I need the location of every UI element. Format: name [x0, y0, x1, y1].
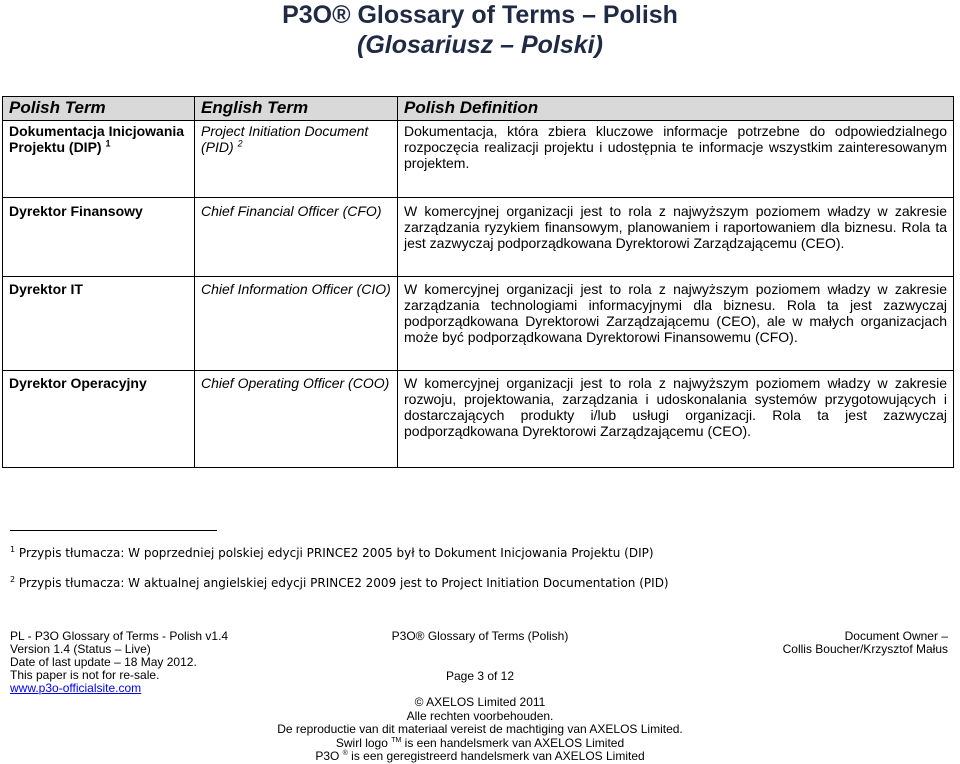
english-term: Chief Financial Officer (CFO): [195, 198, 398, 277]
polish-term: Dyrektor Operacyjny: [3, 371, 195, 468]
table-row: [3, 277, 954, 371]
footnote-number: 1: [10, 545, 16, 554]
footer-right: [783, 630, 948, 656]
header-polish-definition: Polish Definition: [398, 97, 954, 121]
footnote-divider: [10, 530, 217, 531]
english-term: Chief Operating Officer (COO): [195, 371, 398, 468]
header-english-term: English Term: [195, 97, 398, 121]
polish-term-cell: [3, 121, 195, 198]
glossary-table: [2, 96, 954, 468]
polish-definition: Dokumentacja, która zbiera kluczowe informacje potrzebne do odpowiedzialnego rozpoczęcia realizacji projektu i udostępnia te informacje wszystkim zainteresowanym projektem.: [398, 121, 954, 198]
polish-term: Dokumentacja Inicjowania Projektu (DIP): [9, 123, 185, 155]
polish-term: Dyrektor Finansowy: [3, 198, 195, 277]
footnote-1: [10, 546, 654, 560]
rights-line: Alle rechten voorbehouden.: [406, 708, 554, 723]
footer-owner-label: Document Owner –: [844, 629, 948, 643]
footer-doc-title: P3O® Glossary of Terms (Polish): [391, 629, 569, 643]
footer-owner-names: Collis Boucher/Krzysztof Małus: [782, 642, 948, 656]
polish-definition: W komercyjnej organizacji jest to rola z najwyższym poziomem władzy w zakresie rozwoju, projektowania, zarządzania i udoskonalania systemów przygotowujących i dostarczających produkty i/lub usługi organizacji. Rola ta jest zazwyczaj podporządkowana Dyrektorowi Zarządzającemu (CEO).: [398, 371, 954, 468]
reproduction-line: De reproductie van dit materiaal vereist de machtiging van AXELOS Limited.: [277, 722, 683, 736]
table-row: [3, 121, 954, 198]
polish-term: Dyrektor IT: [3, 277, 195, 371]
footnote-text: Przypis tłumacza: W aktualnej angielskiej edycji PRINCE2 2009 jest to Project Initiation Documentation (PID): [18, 576, 669, 590]
footer-version: Version 1.4 (Status – Live): [10, 642, 151, 656]
page-number: Page 3 of 12: [445, 669, 515, 683]
footnote-text: Przypis tłumacza: W poprzedniej polskiej edycji PRINCE2 2005 był to Dokument Inicjowania Projektu (DIP): [18, 546, 654, 560]
official-site-link[interactable]: www.p3o-officialsite.com: [10, 681, 142, 695]
footer-resale-note: This paper is not for re-sale.: [10, 668, 160, 682]
footer-doc-name: PL - P3O Glossary of Terms - Polish v1.4: [10, 629, 229, 643]
footnote-2: [10, 576, 669, 590]
polish-definition: W komercyjnej organizacji jest to rola z najwyższym poziomem władzy w zakresie zarządzania ryzykiem finansowym, planowaniem i raportowaniem dla biznesu. Rola ta jest zazwyczaj podporządkowana Dyrektorowi Zarządzającemu (CEO).: [398, 198, 954, 277]
english-term: Project Initiation Document (PID): [201, 123, 369, 155]
copyright-line: © AXELOS Limited 2011: [414, 695, 546, 709]
english-term-cell: [195, 121, 398, 198]
footnote-ref[interactable]: 2: [237, 138, 243, 149]
table-header-row: [3, 97, 954, 121]
page-subtitle: (Glosariusz – Polski): [357, 31, 603, 59]
footer-update-date: Date of last update – 18 May 2012.: [10, 655, 197, 669]
table-row: [3, 371, 954, 468]
swirl-trademark-line: Swirl logo ™ is een handelsmerk van AXELOS Limited: [335, 735, 625, 750]
footnote-ref[interactable]: 1: [105, 138, 111, 149]
p3o-trademark-line: P3O ® is een geregistreerd handelsmerk van AXELOS Limited: [315, 749, 645, 763]
page-title: P3O® Glossary of Terms – Polish: [282, 1, 678, 29]
header-polish-term: Polish Term: [3, 97, 195, 121]
table-row: [3, 198, 954, 277]
footnote-number: 2: [10, 575, 16, 584]
english-term: Chief Information Officer (CIO): [195, 277, 398, 371]
polish-definition: W komercyjnej organizacji jest to rola z najwyższym poziomem władzy w zakresie zarządzania technologiami informacyjnymi dla biznesu. Rola ta jest zazwyczaj podporządkowana Dyrektorowi Zarządzającemu (CEO), ale w małych organizacjach może być podporządkowana Dyrektorowi Finansowemu (CFO).: [398, 277, 954, 371]
copyright-block: [0, 696, 960, 764]
